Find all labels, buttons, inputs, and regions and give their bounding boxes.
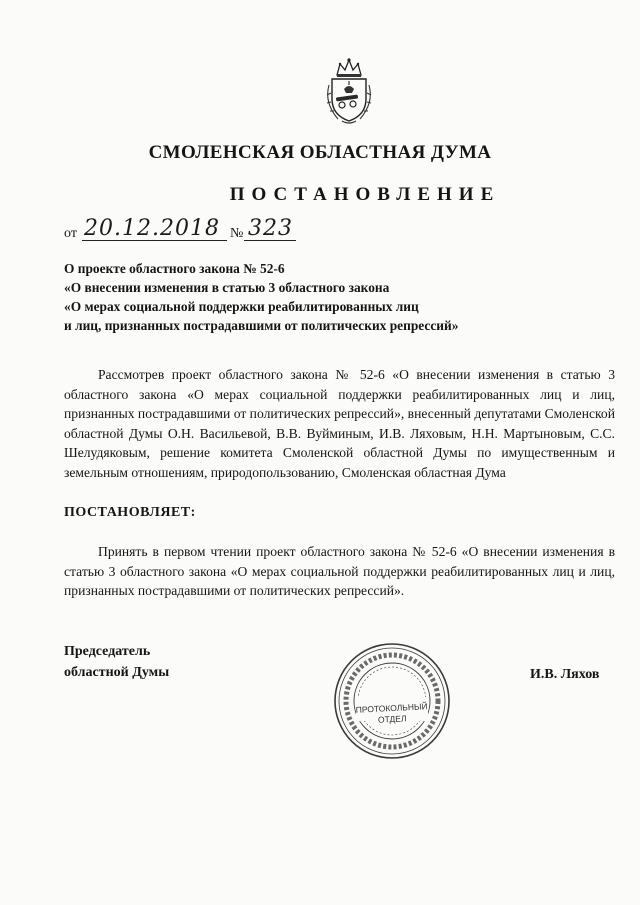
date-number-line <box>64 218 314 242</box>
signatory-name: И.В. Ляхов <box>530 667 600 682</box>
number-underline <box>244 240 296 241</box>
subject-block <box>64 259 458 335</box>
subject-line: О проекте областного закона № 52-6 <box>64 261 285 276</box>
signatory-position <box>64 641 169 683</box>
handwritten-date: 20.12.2018 <box>84 216 220 241</box>
stamp-inner-text <box>355 701 428 727</box>
preamble-paragraph: Рассмотрев проект областного закона № 52-6 «О внесении изменения в статью 3 областного закона «О мерах социальной поддержки реабилитированных лиц и лиц, признанных пострадавшими от политических репрессий», внесенный депутатами Смоленской областной Думы О.Н. Васильевой, В.В. Вуйминым, И.В. Ляховым, Н.Н. Мартыновым, С.С. Шелудяковым, решение комитета Смоленской областной Думы по имущественным и земельным отношениям, природопользованию, Смоленская областная Дума <box>64 367 615 480</box>
document-type-title: ПОСТАНОВЛЕНИЕ <box>229 184 501 205</box>
date-from-label: от <box>64 226 77 241</box>
stamp-line: ПРОТОКОЛЬНЫЙ <box>355 701 428 715</box>
subject-line: и лиц, признанных пострадавшими от политических репрессий» <box>64 318 459 333</box>
handwritten-number: 323 <box>248 216 293 241</box>
stamp-line: ОТДЕЛ <box>377 713 407 725</box>
round-seal-icon <box>332 641 452 761</box>
coat-of-arms-icon <box>320 55 378 127</box>
resolution-paragraph: Принять в первом чтении проект областного закона № 52-6 «О внесении изменения в статью 3 областного закона «О мерах социальной поддержки реабилитированных лиц и лиц, признанных пострадавшими от политических репрессий». <box>64 544 615 598</box>
subject-line: «О внесении изменения в статью 3 областного закона <box>64 280 390 295</box>
position-line: Председатель <box>64 644 151 659</box>
date-underline <box>82 240 227 241</box>
resolves-heading: ПОСТАНОВЛЯЕТ: <box>64 505 196 520</box>
position-line: областной Думы <box>64 665 170 680</box>
subject-line: «О мерах социальной поддержки реабилитированных лиц <box>64 299 419 314</box>
organization-title: СМОЛЕНСКАЯ ОБЛАСТНАЯ ДУМА <box>148 142 492 163</box>
number-label: № <box>230 226 244 241</box>
